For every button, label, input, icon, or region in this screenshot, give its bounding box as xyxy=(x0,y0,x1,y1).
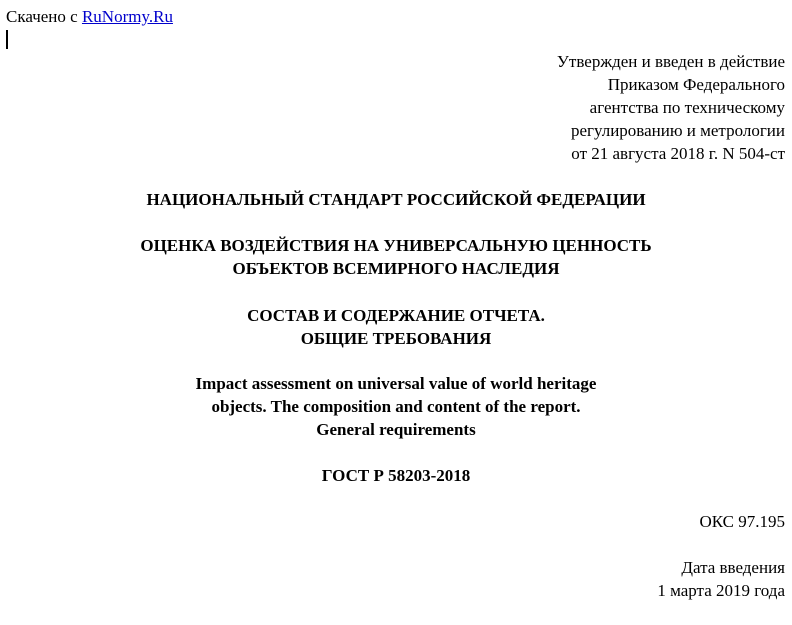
approval-line: Приказом Федерального xyxy=(607,75,785,94)
approval-line: агентства по техническому xyxy=(589,98,785,117)
approval-line: Утвержден и введен в действие xyxy=(556,52,785,71)
subtitle-ru-line: ОБЩИЕ ТРЕБОВАНИЯ xyxy=(300,329,492,348)
introduction-label: Дата введения xyxy=(681,558,785,577)
title-ru xyxy=(0,234,792,280)
standard-type-heading xyxy=(0,188,792,211)
title-en-line: objects. The composition and content of the report. xyxy=(211,397,581,416)
introduction-date: 1 марта 2019 года xyxy=(657,581,785,600)
subtitle-ru-line: СОСТАВ И СОДЕРЖАНИЕ ОТЧЕТА. xyxy=(247,306,545,325)
approval-line: от 21 августа 2018 г. N 504-ст xyxy=(571,144,785,163)
subtitle-ru xyxy=(0,304,792,350)
designation-heading xyxy=(0,464,792,487)
source-link[interactable]: RuNormy.Ru xyxy=(81,7,173,26)
title-en-line: General requirements xyxy=(316,420,476,439)
source-line xyxy=(6,6,173,28)
title-en xyxy=(0,372,792,441)
text-cursor xyxy=(6,30,8,49)
oks-code: ОКС 97.195 xyxy=(699,512,785,531)
gost-designation: ГОСТ Р 58203-2018 xyxy=(321,466,471,485)
title-ru-line: ОБЪЕКТОВ ВСЕМИРНОГО НАСЛЕДИЯ xyxy=(232,259,560,278)
source-prefix: Скачено с xyxy=(6,7,82,26)
title-en-line: Impact assessment on universal value of world heritage xyxy=(195,374,597,393)
introduction-date-block xyxy=(657,556,785,602)
approval-line: регулированию и метрологии xyxy=(570,121,785,140)
standard-type: НАЦИОНАЛЬНЫЙ СТАНДАРТ РОССИЙСКОЙ ФЕДЕРАЦИИ xyxy=(146,190,646,209)
approval-block xyxy=(557,50,785,165)
title-ru-line: ОЦЕНКА ВОЗДЕЙСТВИЯ НА УНИВЕРСАЛЬНУЮ ЦЕННОСТЬ xyxy=(140,236,652,255)
